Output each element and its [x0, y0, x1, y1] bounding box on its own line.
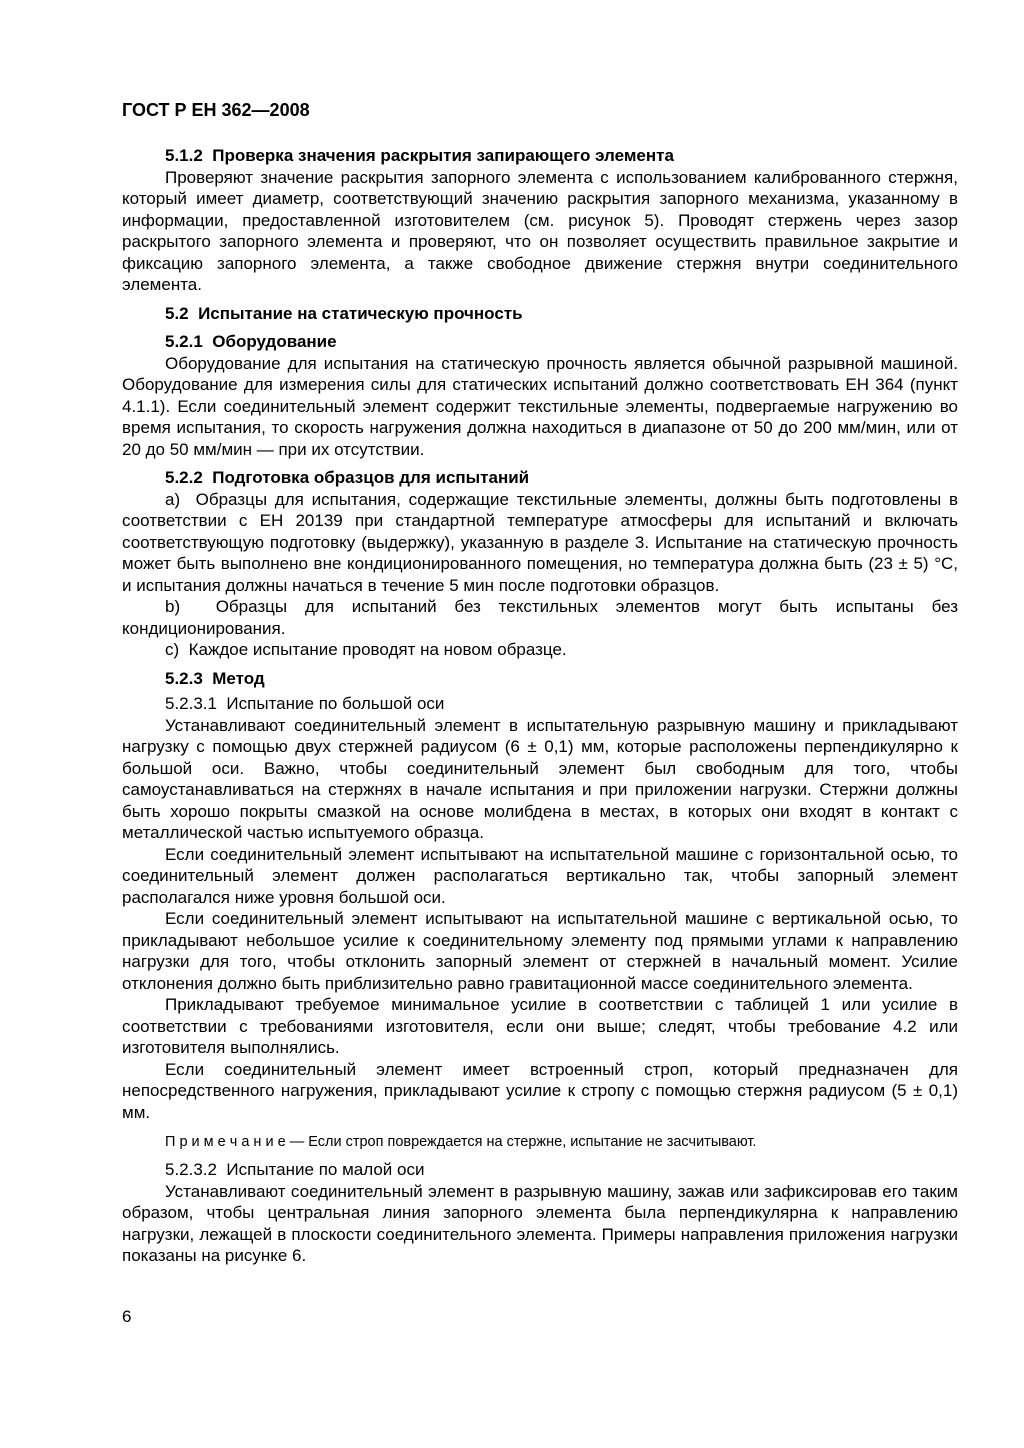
- document-content: [122, 99, 958, 1267]
- block-paragraph-18: Устанавливают соединительный элемент в разрывную машину, зажав или зафиксировав его таким образом, чтобы центральная линия запорного элемента была перпендикулярна к направлению нагрузки, лежащей в плоскости соединительного элемента. Примеры направления приложения нагрузки показаны на рисунке 6.: [122, 1181, 958, 1265]
- block-paragraph-13: Если соединительный элемент испытывают на испытательной машине с вертикальной осью, то прикладывают небольшое усилие к соединительному элементу под прямыми углами к направлению нагрузки для того, чтобы отклонить запорный элемент от стержней в начальный момент. Усилие отклонения должно быть приблизительно равно гравитационной массе соединительного элемента.: [122, 909, 958, 993]
- block-note-16: П р и м е ч а н и е — Если строп повреждается на стержне, испытание не засчитывают.: [165, 1134, 757, 1150]
- block-heading-0: 5.1.2 Проверка значения раскрытия запирающего элемента: [165, 146, 674, 165]
- block-heading-9: 5.2.3 Метод: [165, 668, 265, 688]
- block-heading-2: 5.2 Испытание на статическую прочность: [165, 303, 523, 323]
- block-paragraph-7: b) Образцы для испытаний без текстильных элементов могут быть испытаны без кондиционирования.: [122, 597, 958, 638]
- document-body: [122, 145, 958, 1267]
- block-paragraph-6: a) Образцы для испытания, содержащие текстильные элементы, должны быть подготовлены в соответствии с ЕН 20139 при стандартной температуре атмосферы для испытаний и включать соответствующую подготовку (выдержку), указанную в разделе 3. Испытание на статическую прочность может быть выполнено вне кондиционированного помещения, но температура должна быть (23 ± 5) °С, и испытания должны начаться в течение 5 мин после подготовки образцов.: [122, 489, 958, 595]
- block-paragraph-11: Устанавливают соединительный элемент в испытательную разрывную машину и прикладывают нагрузку с помощью двух стержней радиусом (6 ± 0,1) мм, которые расположены перпендикулярно к большой оси. Важно, чтобы соединительный элемент был свободным для того, чтобы самоустанавливаться на стержнях в начале испытания и при приложении нагрузки. Стержни должны быть хорошо покрыты смазкой на основе молибдена в местах, в которых они входят в контакт с металлической частью испытуемого образца.: [122, 715, 958, 842]
- block-paragraph-1: Проверяют значение раскрытия запорного элемента с использованием калиброванного стержня, который имеет диаметр, соответствующий значению раскрытия запорного механизма, указанному в информации, предоставленной изготовителем (см. рисунок 5). Проводят стержень через зазор раскрытого запорного элемента и проверяют, что он позволяет осуществить правильное закрытие и фиксацию запорного элемента, а также свободное движение стержня внутри соединительного элемента.: [122, 167, 958, 294]
- block-subheading-17: 5.2.3.2 Испытание по малой оси: [165, 1160, 425, 1179]
- block-paragraph-15: Если соединительный элемент имеет встроенный строп, который предназначен для непосредственного нагружения, прикладывают усилие к стропу с помощью стержня радиусом (5 ± 0,1) мм.: [122, 1059, 958, 1122]
- block-paragraph-4: Оборудование для испытания на статическую прочность является обычной разрывной машиной. Оборудование для измерения силы для статических испытаний должно соответствовать ЕН 364 (пункт 4.1.1). Если соединительный элемент содержит текстильные элементы, подвергаемые нагружению во время испытания, то скорость нагружения должна находиться в диапазоне от 50 до 200 мм/мин, или от 20 до 50 мм/мин — при их отсутствии.: [122, 353, 958, 459]
- block-heading-3: 5.2.1 Оборудование: [165, 332, 337, 351]
- block-subheading-10: 5.2.3.1 Испытание по большой оси: [165, 694, 445, 713]
- block-heading-5: 5.2.2 Подготовка образцов для испытаний: [165, 468, 530, 487]
- running-header: ГОСТ Р ЕН 362—2008: [122, 100, 310, 120]
- block-paragraph-8: c) Каждое испытание проводят на новом образце.: [165, 640, 567, 659]
- block-paragraph-12: Если соединительный элемент испытывают на испытательной машине с горизонтальной осью, то соединительный элемент должен располагаться вертикально так, чтобы запорный элемент располагался ниже уровня большой оси.: [122, 844, 958, 907]
- block-paragraph-14: Прикладывают требуемое минимальное усилие в соответствии с таблицей 1 или усилие в соответствии с требованиями изготовителя, если они выше; следят, чтобы требование 4.2 или изготовителя выполнялись.: [122, 995, 958, 1057]
- page-number: 6: [122, 1307, 132, 1326]
